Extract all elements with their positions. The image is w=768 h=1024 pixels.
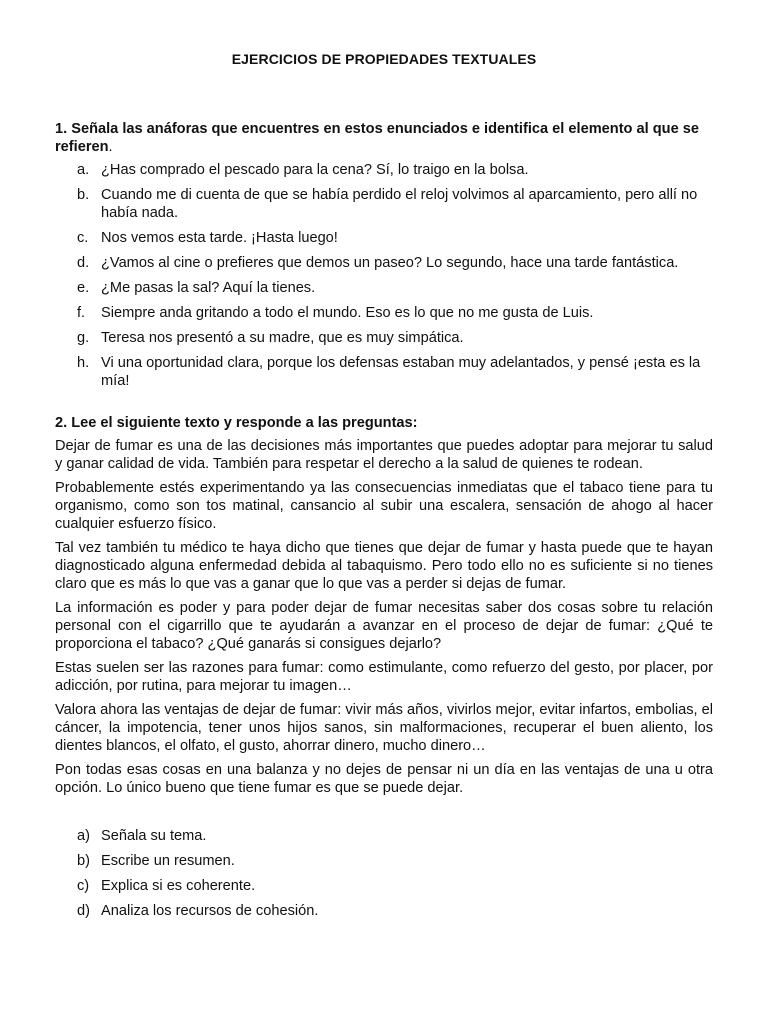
question-text: Escribe un resumen. (101, 853, 235, 869)
list-marker: h. (77, 355, 90, 371)
list-item-text: Nos vemos esta tarde. ¡Hasta luego! (101, 230, 338, 246)
list-marker: b. (77, 187, 90, 203)
list-item-text: Cuando me di cuenta de que se había perdido el reloj volvimos al aparcamiento, pero allí no había nada. (101, 187, 698, 221)
list-item-text: ¿Vamos al cine o prefieres que demos un paseo? Lo segundo, hace una tarde fantástica. (101, 255, 679, 271)
list-marker: a. (77, 162, 90, 178)
list-item-text: ¿Me pasas la sal? Aquí la tienes. (101, 280, 316, 296)
list-item-text: Siempre anda gritando a todo el mundo. Eso es lo que no me gusta de Luis. (101, 305, 594, 321)
exercise-1 (55, 120, 713, 390)
list-item (55, 229, 713, 247)
exercise-1-heading (55, 120, 713, 156)
question-item (55, 902, 713, 920)
exercise-2-heading: 2. Lee el siguiente texto y responde a las preguntas: (55, 415, 418, 431)
list-item-text: Teresa nos presentó a su madre, que es muy simpática. (101, 330, 464, 346)
list-marker: e. (77, 280, 90, 296)
document-title: EJERCICIOS DE PROPIEDADES TEXTUALES (231, 51, 537, 67)
paragraph: La información es poder y para poder dejar de fumar necesitas saber dos cosas sobre tu relación personal con el cigarrillo que te ayudarán a avanzar en el proceso de dejar de fumar: ¿Qué te proporciona el tabaco? ¿Qué ganarás si consigues dejarlo? (55, 600, 713, 652)
question-item (55, 877, 713, 895)
paragraph: Valora ahora las ventajas de dejar de fumar: vivir más años, vivirlos mejor, evitar infartos, embolias, el cáncer, la impotencia, tener unos hijos sanos, sin malformaciones, recuperar el buen aliento, los dientes blancos, el olfato, el gusto, ahorrar dinero, mucho dinero… (55, 702, 713, 754)
list-item-text: ¿Has comprado el pescado para la cena? Sí, lo traigo en la bolsa. (101, 162, 529, 178)
exercise-2 (55, 414, 713, 920)
question-text: Señala su tema. (101, 828, 207, 844)
exercise-2-questions (55, 827, 713, 920)
list-marker: d. (77, 255, 90, 271)
list-item (55, 254, 713, 272)
question-text: Analiza los recursos de cohesión. (101, 903, 319, 919)
exercise-1-heading-text: 1. Señala las anáforas que encuentres en estos enunciados e identifica el elemento al que se refieren (55, 121, 699, 155)
exercise-1-heading-end: . (108, 139, 113, 155)
paragraph: Tal vez también tu médico te haya dicho que tienes que dejar de fumar y hasta puede que te hayan diagnosticado alguna enfermedad debida al tabaquismo. Pero todo ello no es suficiente si no tienes claro que es más lo que vas a ganar que lo que vas a perder si dejas de fumar. (55, 540, 713, 592)
question-item (55, 852, 713, 870)
list-marker: f. (77, 305, 86, 321)
list-item (55, 329, 713, 347)
exercise-1-list (55, 161, 713, 390)
question-marker: a) (77, 828, 90, 844)
list-item-text: Vi una oportunidad clara, porque los defensas estaban muy adelantados, y pensé ¡esta es la mía! (101, 355, 701, 389)
question-text: Explica si es coherente. (101, 878, 256, 894)
paragraph: Dejar de fumar es una de las decisiones más importantes que puedes adoptar para mejorar tu salud y ganar calidad de vida. También para respetar el derecho a la salud de quienes te rodean. (55, 438, 713, 472)
question-item (55, 827, 713, 845)
list-item (55, 186, 713, 222)
list-marker: g. (77, 330, 90, 346)
question-marker: c) (77, 878, 90, 894)
question-marker: b) (77, 853, 90, 869)
question-marker: d) (77, 903, 90, 919)
list-item (55, 161, 713, 179)
paragraph: Probablemente estés experimentando ya las consecuencias inmediatas que el tabaco tiene para tu organismo, como son tos matinal, cansancio al subir una escalera, sensación de ahogo al hacer cualquier esfuerzo físico. (55, 480, 713, 532)
list-marker: c. (77, 230, 89, 246)
list-item (55, 304, 713, 322)
list-item (55, 354, 713, 390)
paragraph: Estas suelen ser las razones para fumar: como estimulante, como refuerzo del gesto, por placer, por adicción, por rutina, para mejorar tu imagen… (55, 660, 713, 694)
list-item (55, 279, 713, 297)
paragraph: Pon todas esas cosas en una balanza y no dejes de pensar ni un día en las ventajas de una u otra opción. Lo único bueno que tiene fumar es que se puede dejar. (55, 762, 713, 796)
